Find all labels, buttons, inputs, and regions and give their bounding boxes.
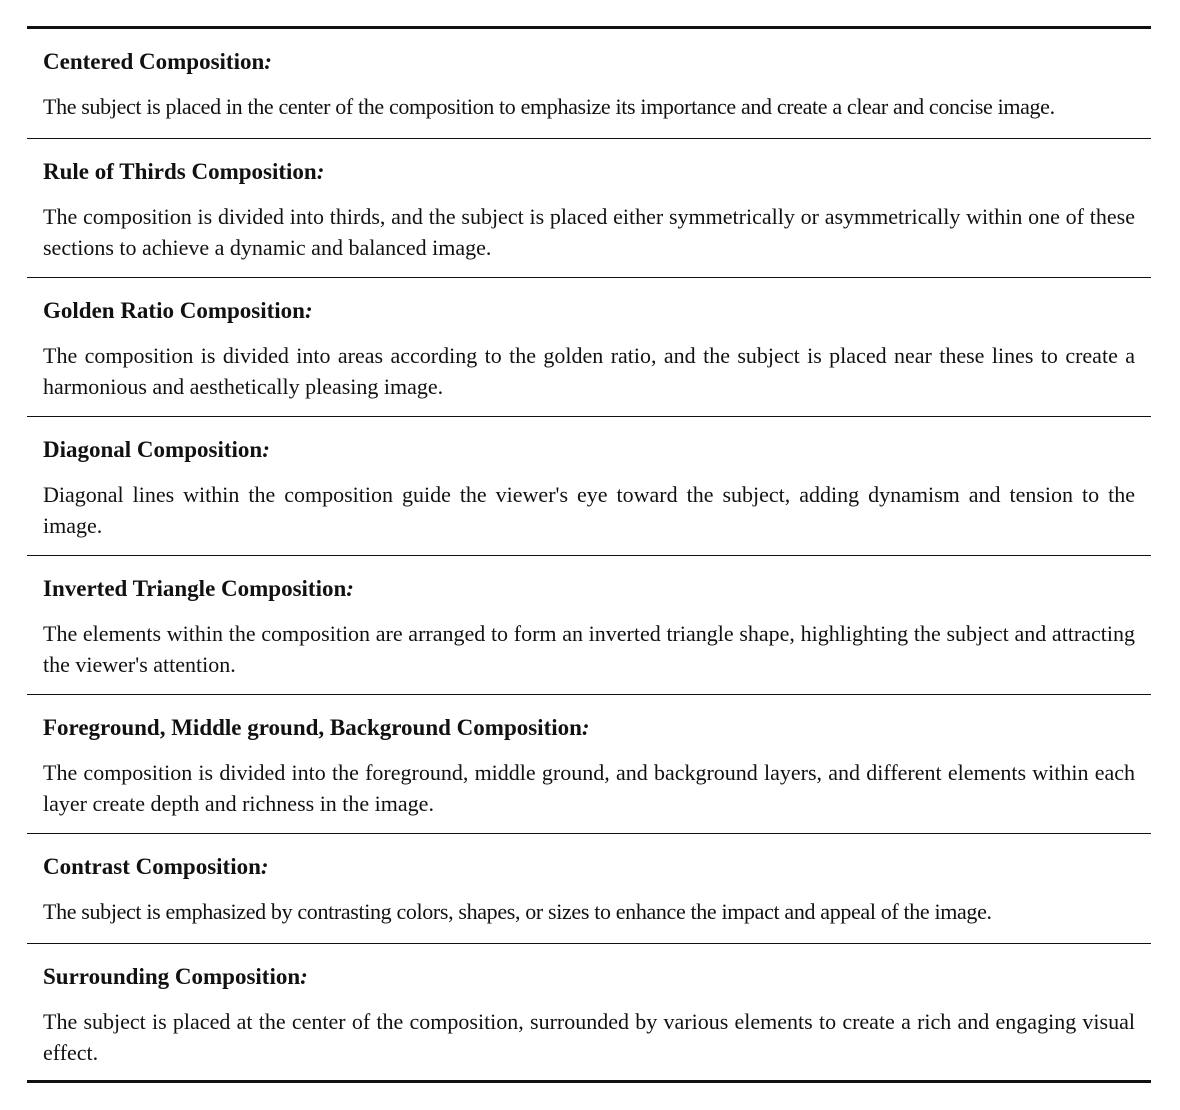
entry-surrounding: [27, 944, 1151, 1080]
entry-title-text: Contrast Composition: [43, 854, 261, 879]
entry-title-colon: :: [300, 964, 308, 989]
entry-description: The subject is placed at the center of the composition, surrounded by various elements to create a rich and engaging visual effect.: [43, 1009, 1135, 1065]
entry-title: [43, 435, 1135, 465]
entry-title: [43, 157, 1135, 187]
entry-inverted-triangle: [27, 556, 1151, 695]
entry-rule-of-thirds: [27, 139, 1151, 278]
entry-foreground-middle-background: [27, 695, 1151, 834]
composition-table: [27, 26, 1151, 1083]
entry-description: The subject is emphasized by contrasting colors, shapes, or sizes to enhance the impact and appeal of the image.: [43, 899, 992, 924]
entry-description: The subject is placed in the center of the composition to emphasize its importance and create a clear and concise image.: [43, 94, 1055, 119]
entry-title: [43, 852, 1135, 882]
entry-description: The composition is divided into areas according to the golden ratio, and the subject is placed near these lines to create a harmonious and aesthetically pleasing image.: [43, 343, 1135, 399]
entry-title-text: Surrounding Composition: [43, 964, 301, 989]
entry-title: [43, 47, 1135, 77]
entry-title: [43, 962, 1135, 992]
entry-title: [43, 713, 1135, 743]
entry-title-text: Rule of Thirds Composition: [43, 159, 317, 184]
entry-description: The composition is divided into the foreground, middle ground, and background layers, and different elements within each layer create depth and richness in the image.: [43, 760, 1135, 816]
entry-title-colon: :: [346, 576, 354, 601]
entry-title-text: Centered Composition: [43, 49, 265, 74]
entry-title-colon: :: [260, 854, 269, 879]
entry-title-colon: :: [262, 437, 270, 462]
entry-title-text: Diagonal Composition: [43, 437, 263, 462]
entry-description: The elements within the composition are arranged to form an inverted triangle shape, highlighting the subject and attracting the viewer's attention.: [43, 621, 1135, 677]
entry-title-text: Golden Ratio Composition: [43, 298, 305, 323]
entry-title: [43, 296, 1135, 326]
entry-title-colon: :: [581, 715, 590, 740]
entry-title: [43, 574, 1135, 604]
entry-golden-ratio: [27, 278, 1151, 417]
entry-description: Diagonal lines within the composition guide the viewer's eye toward the subject, adding dynamism and tension to the image.: [43, 482, 1135, 538]
entry-centered: [27, 29, 1151, 139]
entry-description: The composition is divided into thirds, and the subject is placed either symmetrically or asymmetrically within one of these sections to achieve a dynamic and balanced image.: [43, 204, 1135, 260]
entry-title-colon: :: [304, 298, 313, 323]
entry-title-text: Foreground, Middle ground, Background Composition: [43, 715, 582, 740]
entry-title-colon: :: [316, 159, 325, 184]
entry-diagonal: [27, 417, 1151, 556]
entry-title-colon: :: [264, 49, 272, 74]
entry-title-text: Inverted Triangle Composition: [43, 576, 347, 601]
entry-contrast: [27, 834, 1151, 944]
